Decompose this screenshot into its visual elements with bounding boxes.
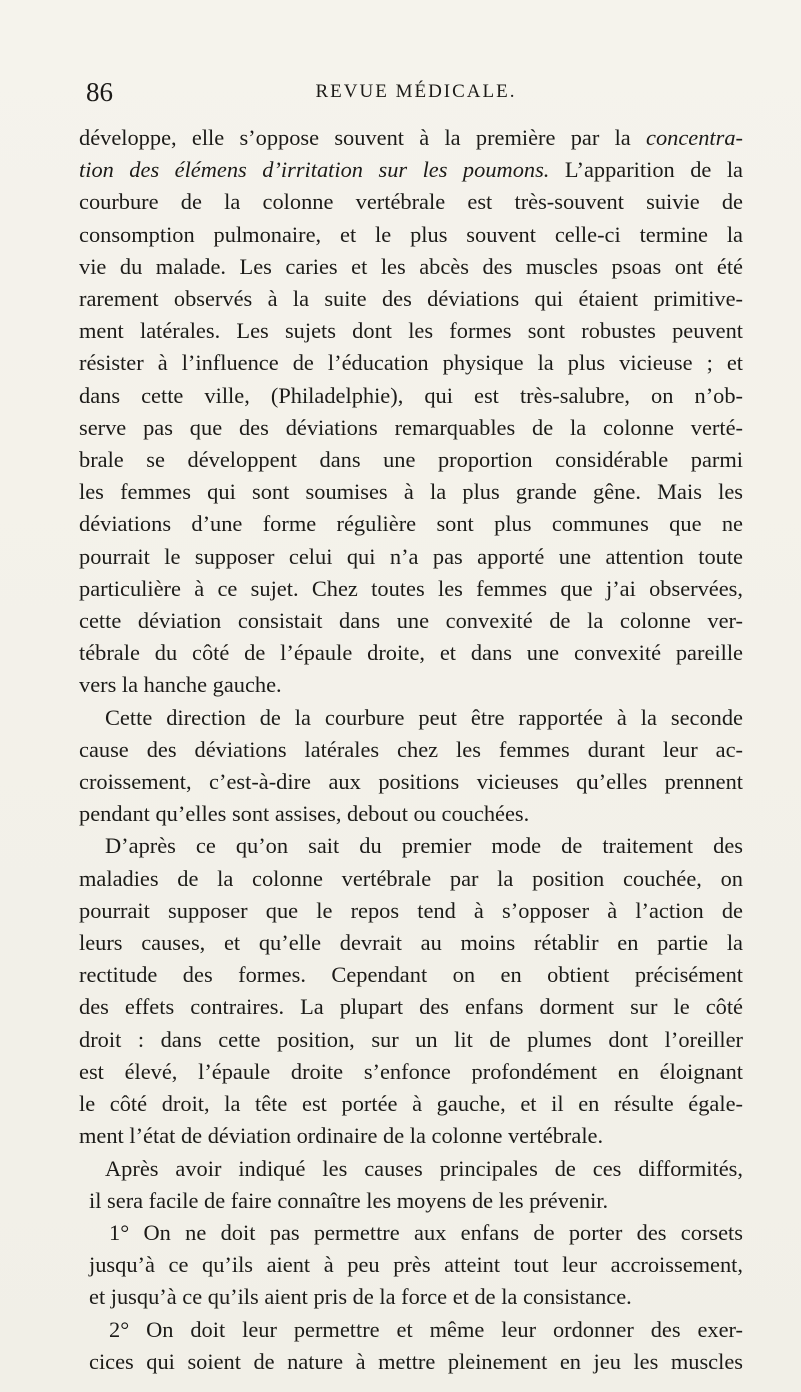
text-run: cause des déviations latérales chez les femmes durant leur ac-: [79, 736, 743, 762]
text-run: tébrale du côté de l’épaule droite, et dans une convexité pareille: [79, 640, 743, 666]
text-line: [79, 508, 743, 540]
page-header: [86, 72, 746, 112]
text-run: et jusqu’à ce qu’ils aient pris de la force et de la consistance.: [89, 1284, 632, 1310]
text-run: les femmes qui sont soumises à la plus grande gêne. Mais les: [79, 479, 743, 505]
text-run: dans cette ville, (Philadelphie), qui est très-salubre, on n’ob-: [79, 382, 743, 408]
text-run: droit : dans cette position, sur un lit de plumes dont l’oreiller: [79, 1026, 743, 1052]
text-line: [79, 766, 743, 798]
text-run: est élevé, l’épaule droite s’enfonce profondément en éloignant: [79, 1058, 743, 1084]
text-line: [79, 219, 743, 251]
text-line: [79, 1314, 743, 1346]
text-run: vers la hanche gauche.: [79, 672, 282, 698]
text-line: [79, 991, 743, 1023]
text-run: brale se développent dans une proportion considérable parmi: [79, 447, 743, 473]
text-line: [79, 573, 743, 605]
text-run: particulière à ce sujet. Chez toutes les femmes que j’ai observées,: [79, 575, 743, 601]
text-run: serve pas que des déviations remarquables de la colonne verté-: [79, 414, 743, 440]
text-line: [79, 283, 743, 315]
text-run: L’apparition de la: [549, 157, 743, 183]
text-run: croissement, c’est-à-dire aux positions vicieuses qu’elles prennent: [79, 769, 743, 795]
text-line: [79, 154, 743, 186]
text-line: [79, 315, 743, 347]
text-line: [79, 541, 743, 573]
text-line: [79, 251, 743, 283]
page-number: 86: [86, 77, 113, 107]
text-line: [79, 444, 743, 476]
text-run: pendant qu’elles sont assises, debout ou couchées.: [79, 801, 530, 827]
text-run: courbure de la colonne vertébrale est très-souvent suivie de: [79, 189, 743, 215]
text-run: leurs causes, et qu’elle devrait au moins rétablir en partie la: [79, 930, 743, 956]
text-line: [79, 380, 743, 412]
text-line: [79, 1120, 743, 1152]
text-line: [79, 122, 743, 154]
text-run: maladies de la colonne vertébrale par la position couchée, on: [79, 865, 743, 891]
text-line: [79, 669, 743, 701]
text-line: [79, 863, 743, 895]
text-run: consomption pulmonaire, et le plus souvent celle-ci termine la: [79, 221, 743, 247]
text-run: jusqu’à ce qu’ils aient à peu près atteint tout leur accroissement,: [89, 1252, 743, 1278]
text-line: [79, 1346, 743, 1378]
body-text: [79, 122, 743, 1378]
text-run: déviations d’une forme régulière sont plus communes que ne: [79, 511, 743, 537]
running-title: REVUE MÉDICALE.: [315, 81, 517, 102]
text-line: [79, 1217, 743, 1249]
text-run: D’après ce qu’on sait du premier mode de traitement des: [105, 833, 743, 859]
text-line: [79, 830, 743, 862]
text-run: rectitude des formes. Cependant on en obtient précisément: [79, 962, 743, 988]
text-line: [79, 1249, 743, 1281]
scan-edge: [12, 1363, 13, 1364]
text-run: cices qui soient de nature à mettre pleinement en jeu les muscles: [89, 1348, 743, 1374]
text-run: le côté droit, la tête est portée à gauche, et il en résulte égale-: [79, 1091, 743, 1117]
text-line: [79, 1024, 743, 1056]
text-run: résister à l’influence de l’éducation physique la plus vicieuse ; et: [79, 350, 743, 376]
text-run: il sera facile de faire connaître les moyens de les prévenir.: [89, 1187, 609, 1213]
text-line: [79, 1185, 743, 1217]
text-run: vie du malade. Les caries et les abcès des muscles psoas ont été: [79, 253, 743, 279]
text-line: [79, 637, 743, 669]
text-line: [79, 186, 743, 218]
text-line: [79, 798, 743, 830]
italic-run: tion des élémens d’irritation sur les poumons.: [79, 157, 550, 183]
text-line: [79, 1088, 743, 1120]
text-line: [79, 734, 743, 766]
text-run: pourrait supposer que le repos tend à s’opposer à l’action de: [79, 897, 743, 923]
text-run: Après avoir indiqué les causes principales de ces difformités,: [105, 1155, 743, 1181]
text-run: ment l’état de déviation ordinaire de la colonne vertébrale.: [79, 1123, 604, 1149]
text-run: développe, elle s’oppose souvent à la première par la: [79, 125, 646, 150]
text-run: Cette direction de la courbure peut être rapportée à la seconde: [105, 704, 743, 730]
italic-run: concentra-: [646, 125, 743, 150]
text-run: 1° On ne doit pas permettre aux enfans de porter des corsets: [109, 1219, 743, 1245]
text-line: [79, 412, 743, 444]
text-line: [79, 895, 743, 927]
text-run: pourrait le supposer celui qui n’a pas apporté une attention toute: [79, 543, 743, 569]
text-line: [79, 927, 743, 959]
text-line: [79, 959, 743, 991]
text-line: [79, 1153, 743, 1185]
text-line: [79, 347, 743, 379]
text-line: [79, 1056, 743, 1088]
text-run: cette déviation consistait dans une convexité de la colonne ver-: [79, 608, 743, 634]
text-run: ment latérales. Les sujets dont les formes sont robustes peuvent: [79, 318, 743, 344]
text-line: [79, 702, 743, 734]
text-line: [79, 1281, 743, 1313]
text-run: des effets contraires. La plupart des enfans dorment sur le côté: [79, 994, 743, 1020]
text-line: [79, 476, 743, 508]
text-line: [79, 605, 743, 637]
text-run: 2° On doit leur permettre et même leur ordonner des exer-: [109, 1316, 743, 1342]
text-run: rarement observés à la suite des déviations qui étaient primitive-: [79, 286, 743, 312]
